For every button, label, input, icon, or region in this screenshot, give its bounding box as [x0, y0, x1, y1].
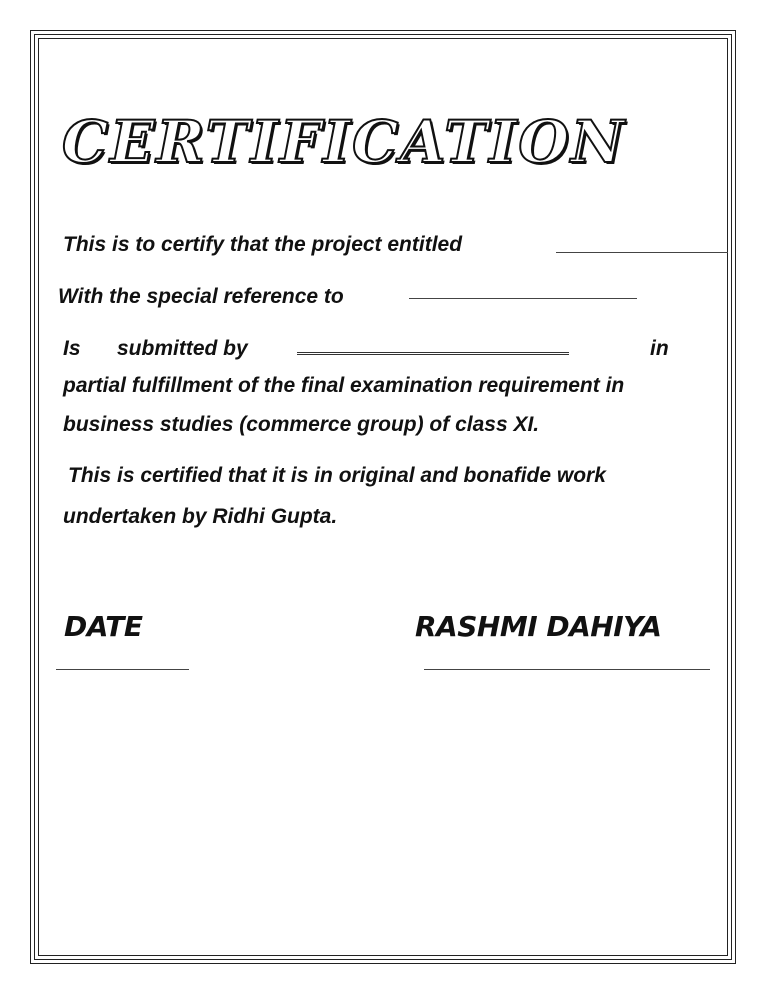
certificate-title: CERTIFICATION: [62, 108, 626, 176]
project-entitled-text: This is to certify that the project entitled: [63, 233, 463, 256]
reference-blank: [409, 298, 637, 299]
special-reference-text: With the special reference to: [58, 285, 344, 308]
date-signature-line: [56, 669, 189, 670]
in-word: in: [650, 337, 669, 360]
certified-original-text: This is certified that it is in original and bonafide work: [68, 464, 606, 487]
submitted-by-blank: [297, 352, 569, 355]
class-text: business studies (commerce group) of class XI.: [63, 413, 540, 436]
name-signature-line: [424, 669, 710, 670]
is-word: Is: [63, 337, 81, 360]
submitted-by-text: submitted by: [117, 337, 248, 360]
date-label: DATE: [64, 610, 143, 643]
undertaken-by-text: undertaken by Ridhi Gupta.: [63, 505, 338, 528]
signatory-name: RASHMI DAHIYA: [415, 610, 662, 643]
fulfillment-text: partial fulfillment of the final examination requirement in: [63, 374, 625, 397]
project-title-blank: [556, 252, 728, 253]
